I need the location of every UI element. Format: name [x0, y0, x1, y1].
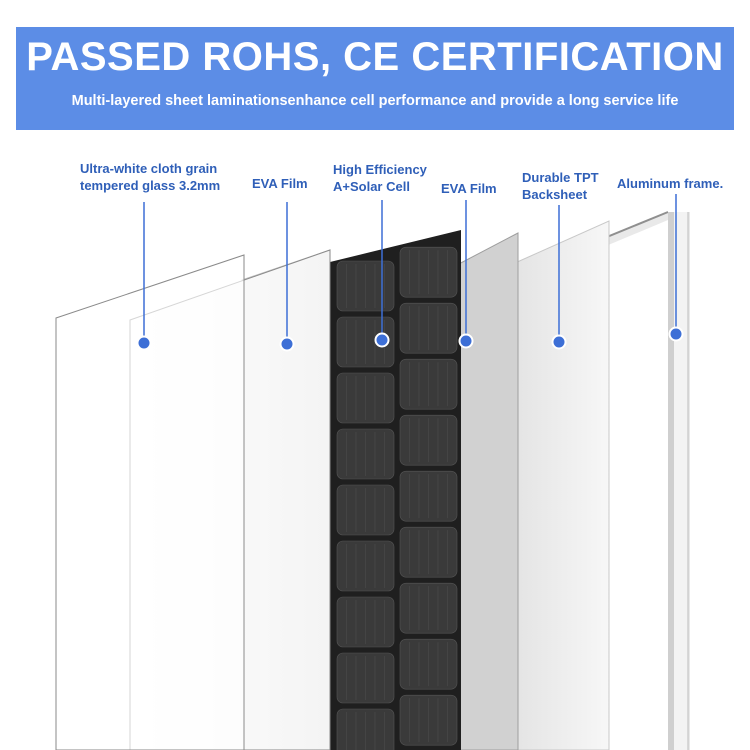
eva-back-layer	[455, 233, 518, 750]
banner-title: PASSED ROHS, CE CERTIFICATION	[26, 35, 724, 79]
label-backsheet-line1: Durable TPT	[522, 170, 599, 185]
marker-backsheet	[553, 336, 566, 349]
label-glass-line2: tempered glass 3.2mm	[80, 178, 221, 193]
label-glass-line1: Ultra-white cloth grain	[80, 161, 218, 176]
marker-eva-back	[460, 335, 473, 348]
glass-layer	[56, 250, 330, 750]
label-frame-line1: Aluminum frame.	[617, 176, 724, 191]
label-eva-front-line1: EVA Film	[252, 176, 308, 191]
marker-cell	[376, 334, 389, 347]
label-eva-back-line1: EVA Film	[441, 181, 497, 196]
label-backsheet-line2: Backsheet	[522, 187, 588, 202]
label-cell-line1: High Efficiency	[333, 162, 427, 177]
marker-glass	[138, 337, 151, 350]
marker-frame	[670, 328, 683, 341]
banner-subtitle: Multi-layered sheet laminationsenhance cell performance and provide a long service life	[71, 93, 679, 109]
solar-cell-layer	[330, 230, 461, 750]
marker-eva-front	[281, 338, 294, 351]
label-cell-line2: A+Solar Cell	[333, 179, 410, 194]
backsheet-layer	[515, 221, 609, 750]
